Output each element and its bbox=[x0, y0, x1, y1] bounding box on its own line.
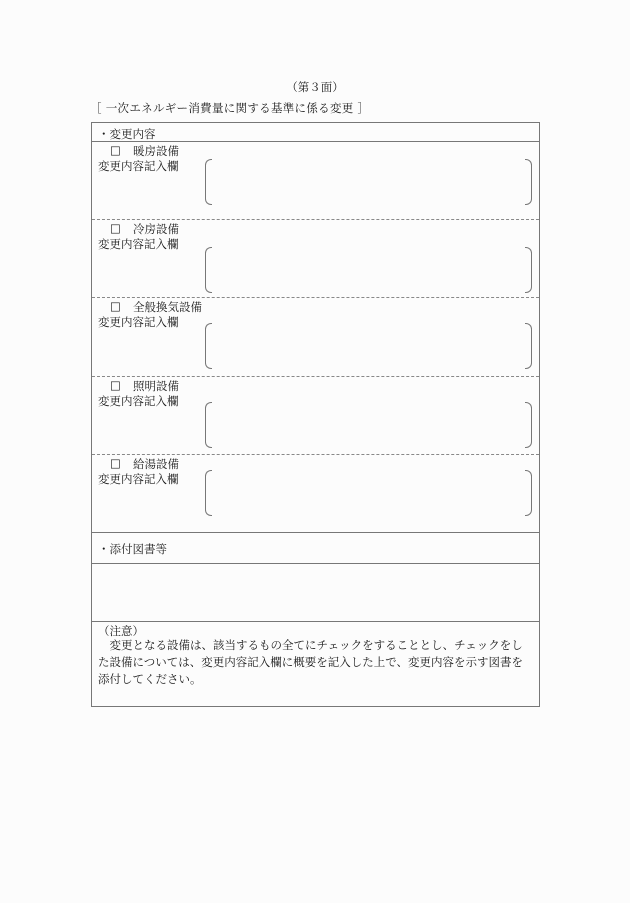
change-content-header: ・変更内容 bbox=[98, 127, 156, 141]
left-bracket-icon bbox=[205, 402, 212, 448]
checkbox-hot-water[interactable]: □ bbox=[110, 456, 121, 470]
dashed-divider bbox=[92, 219, 539, 220]
dashed-divider bbox=[92, 454, 539, 455]
entry-label: 変更内容記入欄 bbox=[98, 237, 179, 251]
checkbox-heating[interactable]: □ bbox=[110, 143, 121, 157]
entry-label: 変更内容記入欄 bbox=[98, 315, 179, 329]
notes-body bbox=[98, 637, 534, 688]
attachments-field[interactable] bbox=[98, 569, 532, 617]
right-bracket-icon bbox=[525, 402, 532, 448]
left-bracket-icon bbox=[205, 323, 212, 369]
equipment-label: 暖房設備 bbox=[133, 144, 179, 158]
entry-label: 変更内容記入欄 bbox=[98, 159, 179, 173]
equipment-label: 照明設備 bbox=[133, 379, 179, 393]
section-title: ［ 一次エネルギー消費量に関する基準に係る変更 ］ bbox=[90, 101, 370, 115]
entry-field-lighting[interactable] bbox=[205, 402, 532, 446]
equipment-label: 全般換気設備 bbox=[133, 300, 202, 314]
notes-line: 添付してください。 bbox=[98, 672, 202, 686]
notes-line: た設備については、変更内容記入欄に概要を記入した上で、変更内容を示す図書を bbox=[98, 655, 524, 669]
divider bbox=[92, 563, 539, 564]
notes-title: （注意） bbox=[98, 624, 144, 638]
entry-label: 変更内容記入欄 bbox=[98, 472, 179, 486]
entry-field-cooling[interactable] bbox=[205, 247, 532, 291]
attachments-header: ・添付図書等 bbox=[98, 542, 167, 556]
entry-field-hot-water[interactable] bbox=[205, 470, 532, 514]
checkbox-cooling[interactable]: □ bbox=[110, 221, 121, 235]
divider bbox=[92, 141, 539, 142]
entry-field-ventilation[interactable] bbox=[205, 323, 532, 367]
form-table bbox=[91, 122, 540, 707]
dashed-divider bbox=[92, 297, 539, 298]
divider bbox=[92, 532, 539, 533]
page-number: （第３面） bbox=[286, 80, 344, 94]
right-bracket-icon bbox=[525, 470, 532, 516]
left-bracket-icon bbox=[205, 247, 212, 293]
right-bracket-icon bbox=[525, 247, 532, 293]
equipment-label: 冷房設備 bbox=[133, 222, 179, 236]
left-bracket-icon bbox=[205, 159, 212, 205]
notes-line: 変更となる設備は、該当するもの全てにチェックをすることとし、チェックをし bbox=[98, 638, 523, 652]
left-bracket-icon bbox=[205, 470, 212, 516]
checkbox-lighting[interactable]: □ bbox=[110, 378, 121, 392]
equipment-label: 給湯設備 bbox=[133, 457, 179, 471]
entry-field-heating[interactable] bbox=[205, 159, 532, 203]
right-bracket-icon bbox=[525, 323, 532, 369]
divider bbox=[92, 621, 539, 622]
checkbox-ventilation[interactable]: □ bbox=[110, 299, 121, 313]
entry-label: 変更内容記入欄 bbox=[98, 394, 179, 408]
right-bracket-icon bbox=[525, 159, 532, 205]
dashed-divider bbox=[92, 376, 539, 377]
